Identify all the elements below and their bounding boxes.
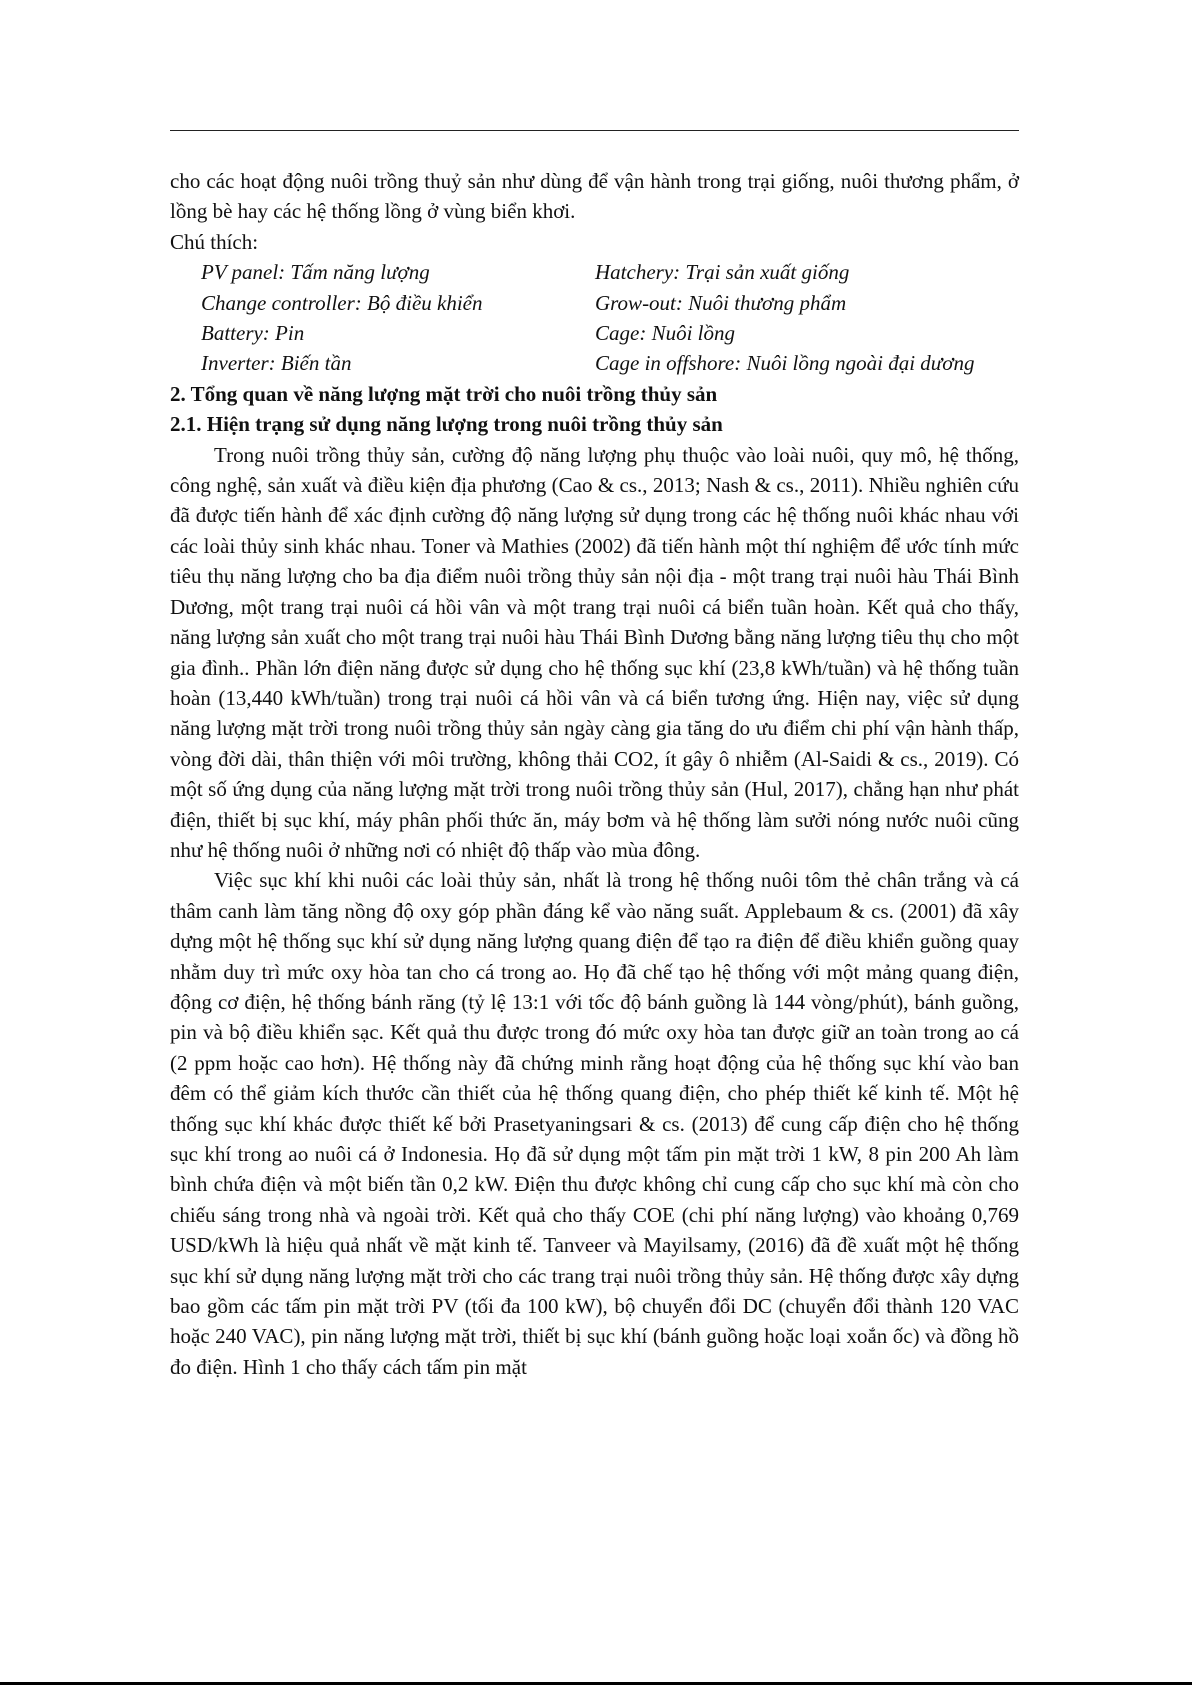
legend-item: PV panel: Tấm năng lượng — [201, 260, 430, 285]
legend-item: Cage: Nuôi lồng — [595, 321, 735, 346]
legend-list — [170, 257, 1019, 379]
legend-title: Chú thích: — [170, 229, 259, 254]
continued-paragraph: cho các hoạt động nuôi trồng thuỷ sản như dùng để vận hành trong trại giống, nuôi thương phẩm, ở lồng bè hay các hệ thống lồng ở vùng biển khơi. — [170, 169, 1019, 224]
section-heading: 2. Tổng quan về năng lượng mặt trời cho nuôi trồng thủy sản — [170, 381, 718, 406]
document-body — [170, 166, 1019, 1382]
legend-item: Cage in offshore: Nuôi lồng ngoài đại dương — [595, 351, 975, 376]
legend-item: Grow-out: Nuôi thương phẩm — [595, 290, 847, 315]
legend-item: Battery: Pin — [201, 321, 305, 346]
header-rule — [170, 130, 1019, 131]
body-paragraph-2: Việc sục khí khi nuôi các loài thủy sản, nhất là trong hệ thống nuôi tôm thẻ chân trắng và cá thâm canh làm tăng nồng độ oxy góp phần đáng kể vào năng suất. Applebaum & cs. (2001) đã xây dựng một hệ thống sục khí sử dụng năng lượng quang điện để tạo ra điện để điều khiển guồng quay nhằm duy trì mức oxy hòa tan cho cá trong ao. Họ đã chế tạo hệ thống với một mảng quang điện, động cơ điện, hệ thống bánh răng (tỷ lệ 13:1 với tốc độ bánh guồng là 144 vòng/phút), bánh guồng, pin và bộ điều khiển sạc. Kết quả thu được trong đó mức oxy hòa tan được giữ an toàn trong ao cá (2 ppm hoặc cao hơn). Hệ thống này đã chứng minh rằng hoạt động của hệ thống sục khí vào ban đêm có thể giảm kích thước cần thiết của hệ thống quang điện, cho phép thiết kế kinh tế. Một hệ thống sục khí khác được thiết kế bởi Prasetyaningsari & cs. (2013) để cung cấp điện cho hệ thống sục khí trong ao nuôi cá ở Indonesia. Họ đã sử dụng một tấm pin mặt trời 1 kW, 8 pin 200 Ah làm bình chứa điện và một biến tần 0,2 kW. Điện thu được không chỉ cung cấp cho sục khí mà còn cho chiếu sáng trong nhà và ngoài trời. Kết quả cho thấy COE (chi phí năng lượng) vào khoảng 0,769 USD/kWh là hiệu quả nhất về mặt kinh tế. Tanveer và Mayilsamy, (2016) đã đề xuất một hệ thống sục khí sử dụng năng lượng mặt trời cho các trang trại nuôi trồng thủy sản. Hệ thống được xây dựng bao gồm các tấm pin mặt trời PV (tối đa 100 kW), bộ chuyển đổi DC (chuyển đổi thành 120 VAC hoặc 240 VAC), pin năng lượng mặt trời, thiết bị sục khí (bánh guồng hoặc loại xoắn ốc) và đồng hồ đo điện. Hình 1 cho thấy cách tấm pin mặt — [170, 868, 1019, 1379]
subsection-heading: 2.1. Hiện trạng sử dụng năng lượng trong nuôi trồng thủy sản — [170, 412, 723, 437]
body-paragraph-1: Trong nuôi trồng thủy sản, cường độ năng lượng phụ thuộc vào loài nuôi, quy mô, hệ thống, công nghệ, sản xuất và điều kiện địa phương (Cao & cs., 2013; Nash & cs., 2011). Nhiều nghiên cứu đã được tiến hành để xác định cường độ năng lượng sử dụng trong các hệ thống nuôi khác nhau với các loài thủy sinh khác nhau. Toner và Mathies (2002) đã tiến hành một thí nghiệm để ước tính mức tiêu thụ năng lượng cho ba địa điểm nuôi trồng thủy sản nội địa - một trang trại nuôi hàu Thái Bình Dương, một trang trại nuôi cá hồi vân và một trang trại nuôi cá biển tuần hoàn. Kết quả cho thấy, năng lượng sản xuất cho một trang trại nuôi hàu Thái Bình Dương bằng năng lượng tiêu thụ cho một gia đình.. Phần lớn điện năng được sử dụng cho hệ thống sục khí (23,8 kWh/tuần) và hệ thống tuần hoàn (13,440 kWh/tuần) trong trại nuôi cá hồi vân và cá biển tương ứng. Hiện nay, việc sử dụng năng lượng mặt trời trong nuôi trồng thủy sản ngày càng gia tăng do ưu điểm chi phí vận hành thấp, vòng đời dài, thân thiện với môi trường, không thải CO2, ít gây ô nhiễm (Al-Saidi & cs., 2019). Có một số ứng dụng của năng lượng mặt trời trong nuôi trồng thủy sản (Hul, 2017), chẳng hạn như phát điện, thiết bị sục khí, máy phân phối thức ăn, máy bơm và hệ thống làm sưởi nóng nước nuôi cũng như hệ thống nuôi ở những nơi có nhiệt độ thấp vào mùa đông. — [170, 442, 1019, 862]
legend-item: Change controller: Bộ điều khiển — [201, 290, 483, 315]
legend-item: Inverter: Biến tần — [201, 351, 352, 376]
legend-item: Hatchery: Trại sản xuất giống — [595, 260, 850, 285]
